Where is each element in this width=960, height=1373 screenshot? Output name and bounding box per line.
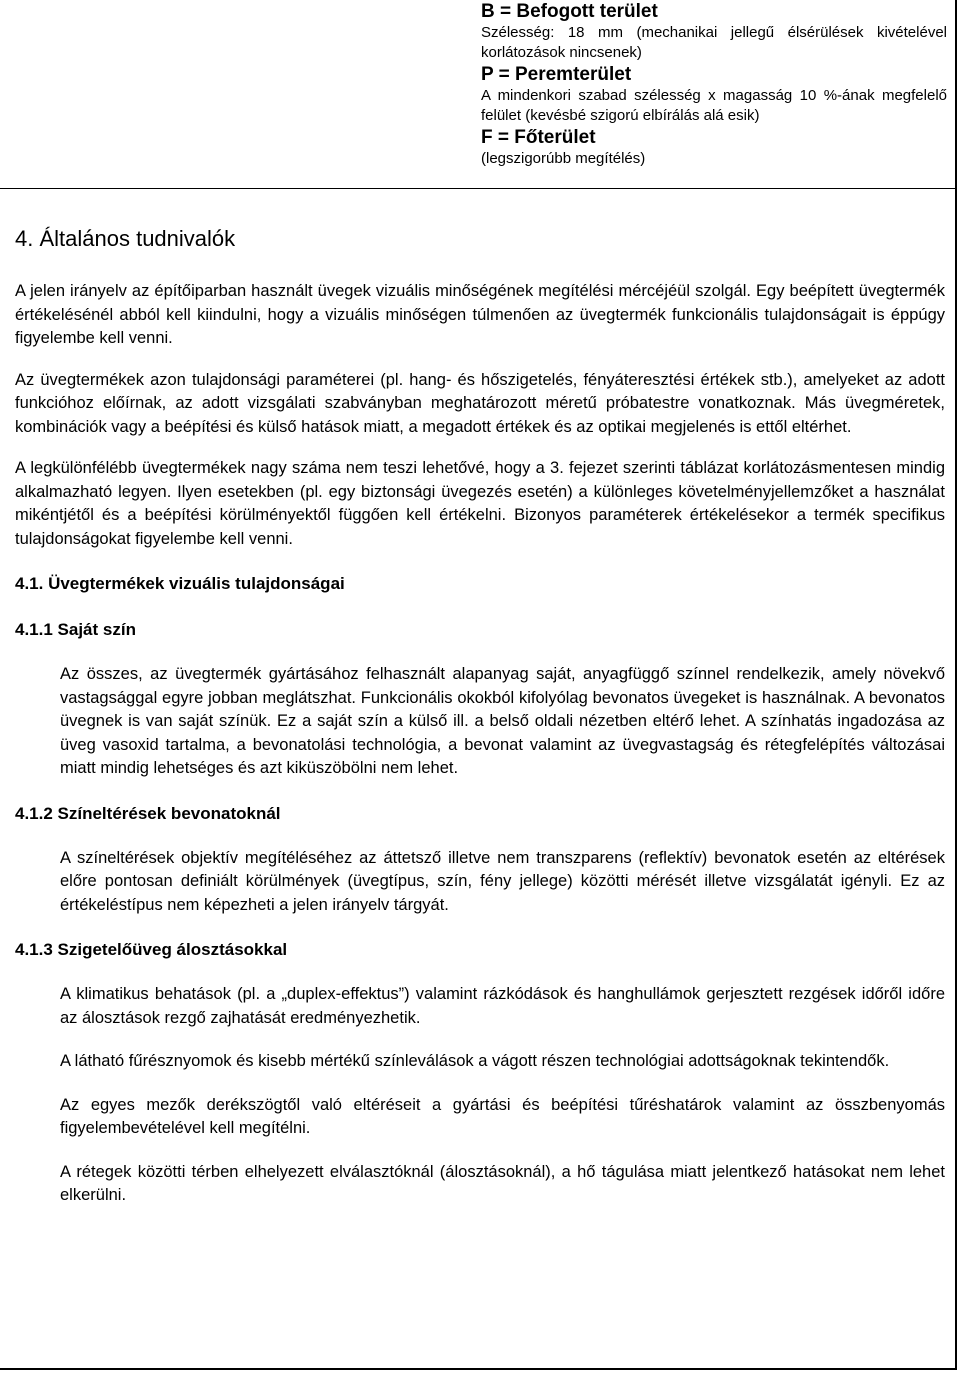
spacer bbox=[15, 1141, 945, 1161]
spacer bbox=[15, 1074, 945, 1094]
spacer bbox=[15, 963, 945, 983]
section-4-1-2-heading: 4.1.2 Színeltérések bevonatoknál bbox=[15, 803, 281, 823]
horizontal-divider bbox=[0, 188, 957, 189]
section-4-1-1-paragraph: Az összes, az üvegtermék gyártásához felhasznált alapanyag saját, anyagfüggő színnel rendelkezik, amely növekvő vastagsággal egyre jobban meglátszhat. Funkcionális okokból kifolyólag bevonatos üvegeket is használnak. A bevonatos üvegnek is van saját színük. Ez a saját szín a külső ill. a belső oldali nézetben eltérő lehet. A színhatás ingadozása az üveg vasoxid tartalma, a bevonatolási technológia, a bevonat valamint az üvegvastagság és rétegfelépítés változásai miatt mindig lehetséges és azt kiküszöbölni nem lehet. bbox=[60, 665, 945, 777]
legend-f-text: (legszigorúbb megítélés) bbox=[481, 150, 646, 167]
legend-p-text: A mindenkori szabad szélesség x magasság 10 %-ának megfelelő felület (kevésbé szigorú elbírálás alá esik) bbox=[481, 87, 947, 124]
section-4-1-3-paragraph-1: A klimatikus behatások (pl. a „duplex-effektus”) valamint rázkódások és hanghullámok gerjesztett rezgések időről időre az álosztások rezgő zajhatását eredményezhetik. bbox=[60, 985, 945, 1027]
section-4-1-3-heading: 4.1.3 Szigetelőüveg álosztásokkal bbox=[15, 940, 288, 959]
spacer bbox=[15, 1030, 945, 1050]
legend-b-heading: B = Befogott terület bbox=[481, 1, 658, 22]
spacer bbox=[15, 917, 945, 937]
section-4-paragraph-3: A legkülönfélébb üvegtermékek nagy száma nem teszi lehetővé, hogy a 3. fejezet szerinti táblázat korlátozásmentesen mindig alkalmazható legyen. Ilyen esetekben (pl. egy biztonsági üvegezés esetén) a különleges követelményjellemzőket a használat mikéntjétől és a beépítési körülményektől függően kell értékelni. Bizonyos paraméterek értékelésekor a termék specifikus tulajdonságokat figyelembe kell venni. bbox=[15, 459, 945, 548]
legend-p-heading: P = Peremterület bbox=[481, 64, 632, 85]
section-4-1-3-paragraph-3: Az egyes mezők derékszögtől való eltéréseit a gyártási és beépítési tűréshatárok valamint az összbenyomás figyelembevételével kell megítélni. bbox=[60, 1095, 945, 1137]
section-4-1-1-heading: 4.1.1 Saját szín bbox=[15, 620, 136, 639]
section-4-1-3-paragraph-4: A rétegek közötti térben elhelyezett elválasztóknál (álosztásoknál), a hő tágulása miatt jelentkező hatásokat nem lehet elkerülni. bbox=[60, 1162, 945, 1204]
spacer bbox=[15, 551, 945, 571]
legend-b-text: Szélesség: 18 mm (mechanikai jellegű élsérülések kivételével korlátozások nincsenek) bbox=[481, 24, 947, 61]
spacer bbox=[15, 351, 945, 369]
section-4-paragraph-1: A jelen irányelv az építőiparban használt üvegek vizuális minőségének megítélési mércéjéül szolgál. Egy beépített üvegtermék értékelésénél abból kell kiindulni, hogy a vizuális minőségen túlmenően az üvegtermék funkcionális tulajdonságait is éppúgy figyelembe kell venni. bbox=[15, 282, 945, 347]
zone-legend bbox=[481, 0, 947, 169]
section-4-heading: 4. Általános tudnivalók bbox=[15, 226, 236, 251]
section-4-1-2-paragraph: A színeltérések objektív megítéléséhez az áttetsző illetve nem transzparens (reflektív) bevonatok esetén az eltérések előre pontosan definiált körülmények (üvegtípus, szín, fény jellege) közötti mérését illetve vizsgálatát igényli. Ez az értékeléstípus nem képezheti a jelen irányelv tárgyát. bbox=[60, 848, 945, 914]
spacer bbox=[15, 781, 945, 801]
section-4-paragraph-2: Az üvegtermékek azon tulajdonsági paraméterei (pl. hang- és hőszigetelés, fényáteresztési értékek stb.), amelyeket az adott funkcióhoz előírnak, az adott vizsgálati szabványban meghatározott méretű próbatestre vonatkoznak. Más üvegméretek, kombinációk vagy a beépítési és külső hatások miatt, a megadott értékek és az optikai megjelenés is ettől eltérhet. bbox=[15, 370, 945, 436]
spacer bbox=[15, 643, 945, 663]
section-4-1-heading: 4.1. Üvegtermékek vizuális tulajdonságai bbox=[15, 574, 345, 593]
section-4-1-3-paragraph-2: A látható fűrésznyomok és kisebb mértékű színleválások a vágott részen technológiai adottságoknak tekintendők. bbox=[60, 1052, 890, 1070]
legend-f-heading: F = Főterület bbox=[481, 127, 596, 148]
spacer bbox=[15, 597, 945, 617]
spacer bbox=[15, 439, 945, 457]
spacer bbox=[15, 827, 945, 847]
main-content bbox=[15, 224, 945, 1208]
